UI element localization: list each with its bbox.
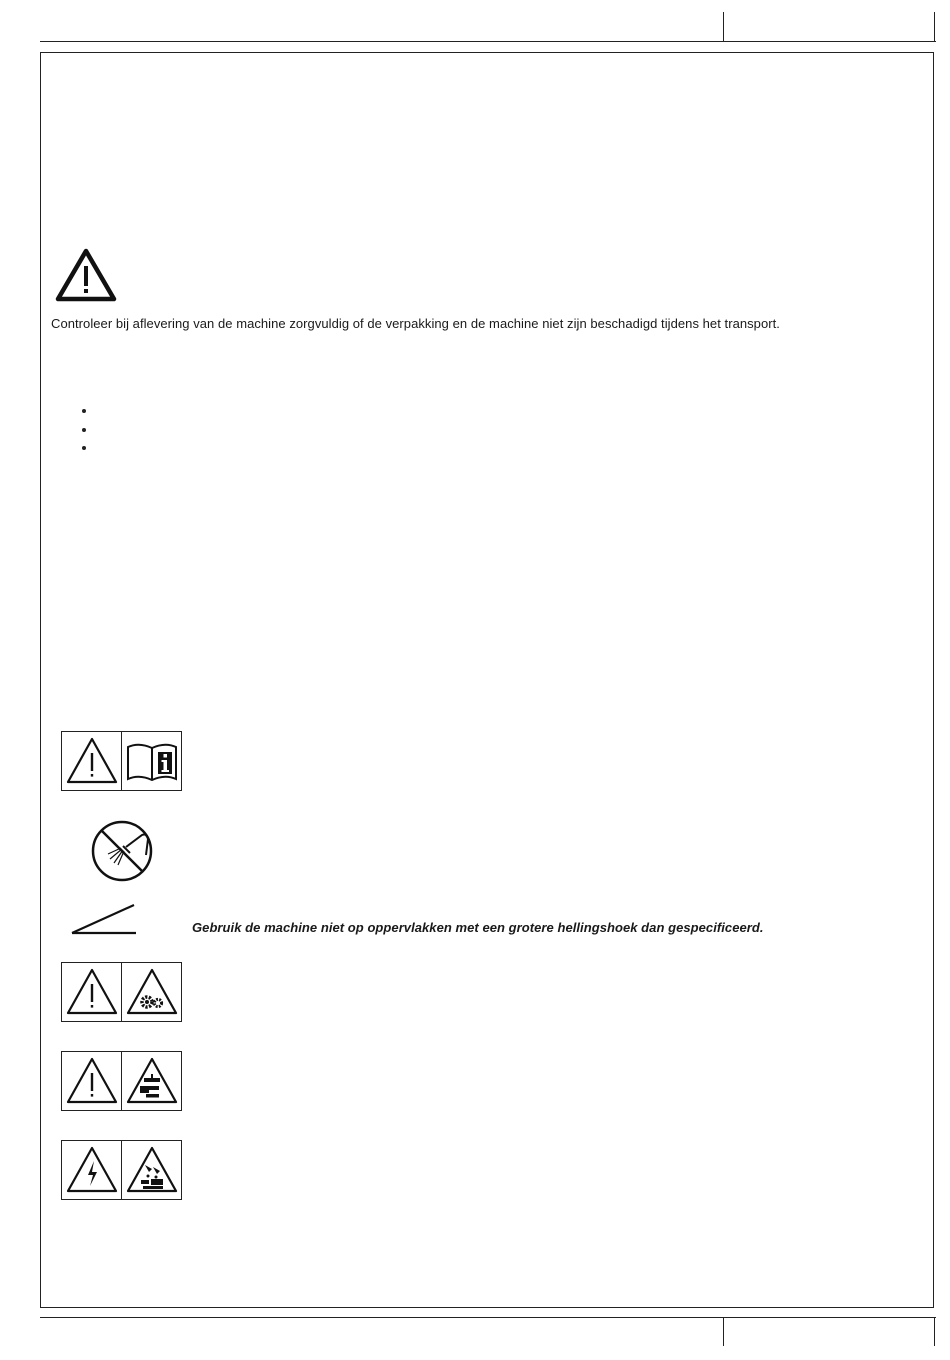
warning-icon	[62, 1052, 121, 1110]
slope-warning-text: Gebruik de machine niet op oppervlakken met een grotere hellingshoek dan gespecificeerd.	[192, 920, 764, 935]
rotating-gears-hazard-icon	[121, 963, 181, 1021]
footer-rule	[40, 1317, 936, 1318]
no-water-jet-icon	[90, 819, 154, 883]
bullet-dot	[82, 409, 86, 413]
bullet-dot	[82, 428, 86, 432]
hand-crush-hazard-icon	[121, 1052, 181, 1110]
header-right-tick	[934, 12, 935, 41]
electric-shock-warning-icon	[62, 1141, 121, 1199]
symbol-read-manual	[61, 731, 182, 791]
warning-icon	[62, 732, 121, 790]
header-rule	[40, 41, 936, 42]
read-manual-info-icon	[121, 732, 181, 790]
content-frame	[40, 52, 934, 1308]
symbol-hand-crush	[61, 1051, 182, 1111]
bullet-dot	[82, 446, 86, 450]
footer-right-tick	[934, 1318, 935, 1346]
symbol-moving-parts	[61, 962, 182, 1022]
warning-icon	[62, 963, 121, 1021]
symbol-electric-battery	[61, 1140, 182, 1200]
warning-icon	[55, 247, 117, 303]
transport-check-paragraph: Controleer bij aflevering van de machine zorgvuldig of de verpakking en de machine niet zijn beschadigd tijdens het transport.	[51, 316, 780, 331]
header-tick	[723, 12, 724, 41]
corrosive-acid-hazard-icon	[121, 1141, 181, 1199]
footer-tick	[723, 1318, 724, 1346]
slope-incline-icon	[70, 902, 138, 938]
